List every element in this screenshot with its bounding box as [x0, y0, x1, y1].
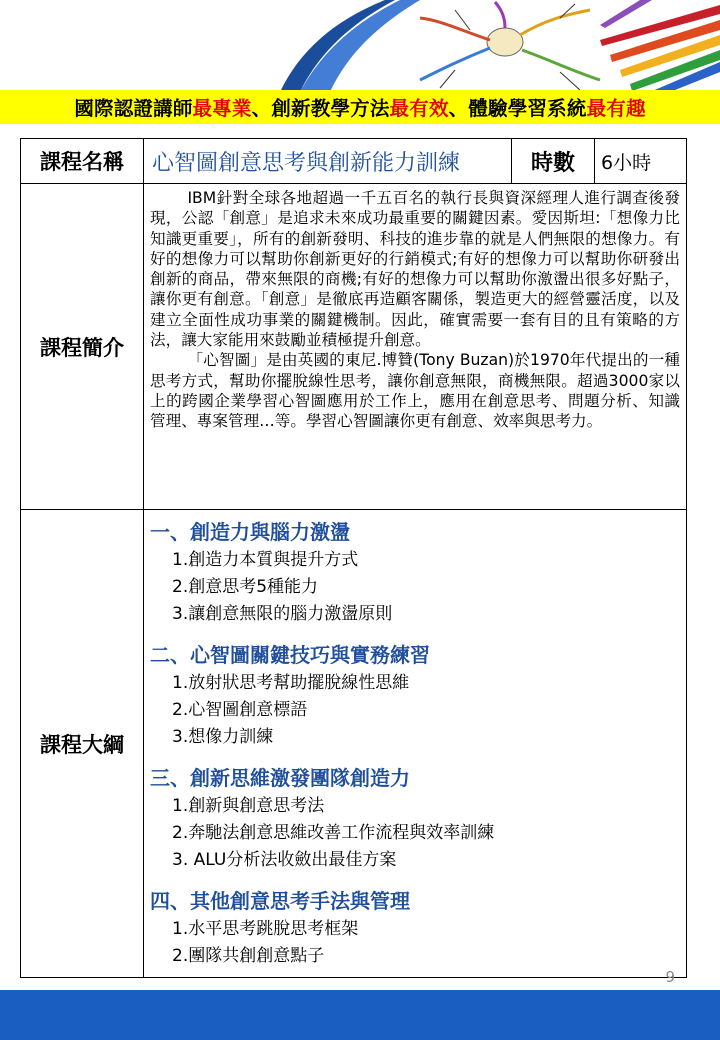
outline-item: 2.團隊共創創意點子 — [172, 946, 325, 966]
tagline-text-2: 、創新教學方法 — [251, 97, 390, 120]
intro-content — [144, 184, 687, 510]
outline-label: 課程大綱 — [21, 510, 144, 978]
outline-section — [150, 516, 680, 627]
hours-value: 6小時 — [595, 139, 687, 184]
tagline-text-1: 國際認證講師 — [74, 97, 193, 120]
intro-paragraph-1: IBM針對全球各地超過一千五百名的執行長與資深經理人進行調查後發現，公認「創意」是追求未來成功最重要的關鍵因素。愛因斯坦:「想像力比知識更重要」，所有的創新發明、科技的進步靠的就是人們無限的想像力。有好的想像力可以幫助你創新更好的行銷模式;有好的想像力可以幫助你研發出創新的商品，帶來無限的商機;有好的想像力可以幫助你激盪出很多好點子，讓你更有創意。「創意」是徹底再造顧客關係，製造更大的經營靈活度，以及建立全面性成功事業的關鍵機制。因此，確實需要一套有目的且有策略的方法，讓大家能用來鼓勵並積極提升創意。 — [150, 189, 680, 350]
tagline-text-3: 、體驗學習系統 — [448, 97, 587, 120]
outline-item: 3. ALU分析法收斂出最佳方案 — [172, 850, 397, 870]
outline-item: 1.創新與創意思考法 — [172, 796, 325, 816]
tagline-highlight-1: 最專業 — [192, 97, 252, 120]
tagline-bar — [0, 90, 720, 124]
outline-section-title: 一、創造力與腦力激盪 — [150, 520, 350, 544]
outline-item: 3.讓創意無限的腦力激盪原則 — [172, 604, 393, 624]
outline-item: 2.創意思考5種能力 — [172, 577, 319, 597]
footer-bar — [0, 990, 720, 1040]
tagline-highlight-3: 最有趣 — [586, 97, 646, 120]
course-name-label: 課程名稱 — [21, 139, 144, 184]
outline-section — [150, 885, 680, 969]
outline-section — [150, 639, 680, 750]
outline-section-title: 二、心智圖關鍵技巧與實務練習 — [150, 643, 430, 667]
outline-item: 1.創造力本質與提升方式 — [172, 550, 359, 570]
outline-item: 2.心智圖創意標語 — [172, 700, 308, 720]
intro-paragraph-2: 「心智圖」是由英國的東尼.博贊(Tony Buzan)於1970年代提出的一種思考方式，幫助你擺脫線性思考，讓你創意無限，商機無限。超過3000家以上的跨國企業學習心智圖應用於工作上，應用在創意思考、問題分析、知識管理、專案管理…等。學習心智圖讓你更有創意、效率與思考力。 — [150, 351, 680, 431]
intro-row — [21, 184, 687, 510]
outline-row — [21, 510, 687, 978]
course-table — [20, 138, 687, 978]
header-banner — [0, 0, 720, 92]
outline-item: 1.放射狀思考幫助擺脫線性思維 — [172, 673, 410, 693]
hours-label: 時數 — [512, 139, 595, 184]
intro-label: 課程簡介 — [21, 184, 144, 510]
outline-item: 3.想像力訓練 — [172, 727, 274, 747]
header-decoration — [0, 0, 720, 92]
outline-item: 2.奔馳法創意思維改善工作流程與效率訓練 — [172, 823, 495, 843]
page-number: 9 — [665, 968, 675, 986]
course-name: 心智圖創意思考與創新能力訓練 — [144, 139, 512, 184]
outline-content — [144, 510, 687, 978]
outline-item: 1.水平思考跳脫思考框架 — [172, 919, 359, 939]
course-name-row — [21, 139, 687, 184]
tagline-highlight-2: 最有效 — [389, 97, 449, 120]
outline-section-title: 三、創新思維激發團隊創造力 — [150, 766, 410, 790]
outline-section — [150, 762, 680, 873]
outline-section-title: 四、其他創意思考手法與管理 — [150, 889, 410, 913]
